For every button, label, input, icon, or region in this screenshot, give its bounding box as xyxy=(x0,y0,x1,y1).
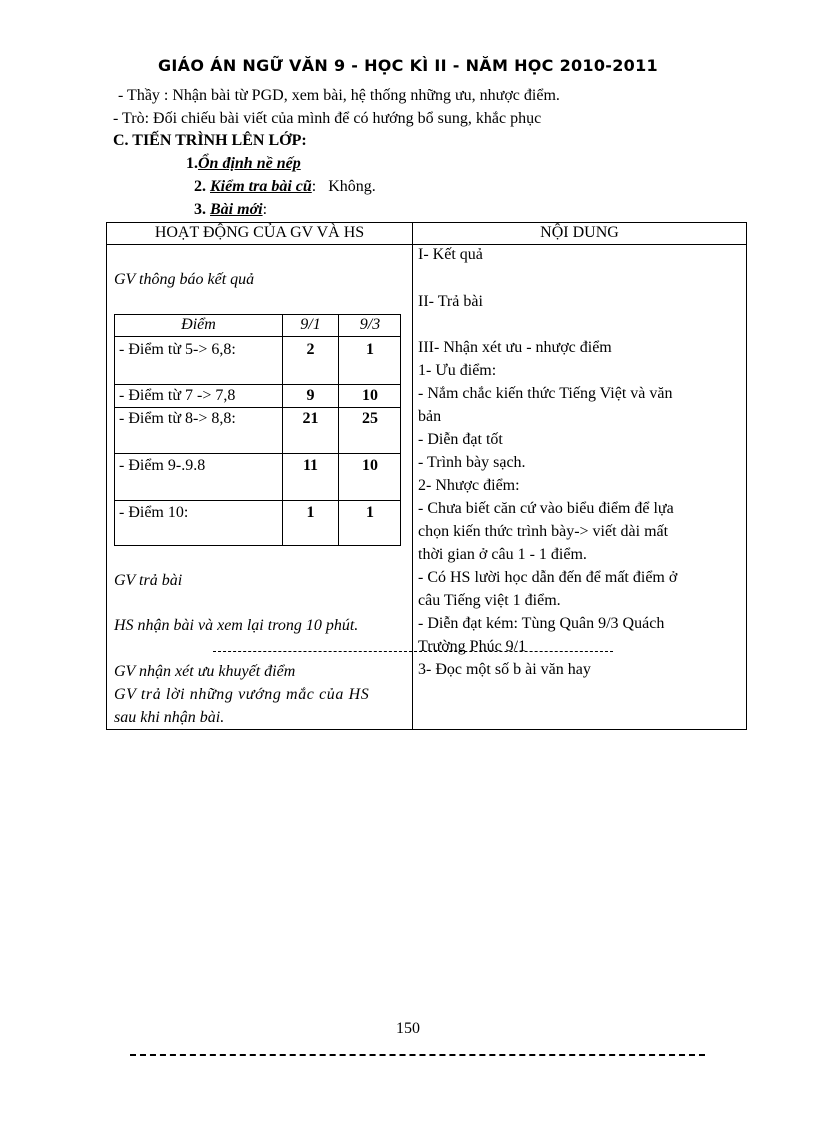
step-2-label: Kiểm tra bài cũ xyxy=(210,178,312,195)
content-line: I- Kết quả xyxy=(418,246,483,263)
step-2 xyxy=(194,178,376,196)
score-row-label: - Điểm từ 7 -> 7,8 xyxy=(119,387,236,404)
content-line: chọn kiến thức trình bày-> viết dài mất xyxy=(418,523,669,540)
score-row-value-93: 25 xyxy=(362,410,378,427)
score-row-value-93: 1 xyxy=(366,504,374,521)
left-review: HS nhận bài và xem lại trong 10 phút. xyxy=(114,617,359,634)
content-line: Trường Phúc 9/1 xyxy=(418,638,527,655)
content-line: câu Tiếng việt 1 điểm. xyxy=(418,592,561,609)
step-2-number: 2. xyxy=(194,178,206,195)
score-row-label: - Điểm từ 8-> 8,8: xyxy=(119,410,236,427)
step-2-value: Không. xyxy=(328,178,376,195)
content-line: - Diễn đạt kém: Tùng Quân 9/3 Quách xyxy=(418,615,665,632)
score-header-class-91: 9/1 xyxy=(300,316,321,333)
page-title: GIÁO ÁN NGỮ VĂN 9 - HỌC KÌ II - NĂM HỌC 2010-2011 xyxy=(158,56,658,75)
score-table xyxy=(114,314,401,546)
score-row-divider xyxy=(115,453,400,454)
content-line: - Diễn đạt tốt xyxy=(418,431,503,448)
score-row-value-91: 9 xyxy=(306,387,315,404)
score-row-value-91: 11 xyxy=(302,457,319,474)
score-row-label: - Điểm từ 5-> 6,8: xyxy=(119,341,236,358)
content-line: - Có HS lười học dẫn đến để mất điểm ở xyxy=(418,569,678,586)
content-line: II- Trả bài xyxy=(418,293,483,310)
step-2-colon: : xyxy=(311,178,317,195)
dashed-separator xyxy=(213,651,613,652)
score-row-divider xyxy=(115,384,400,385)
content-line: III- Nhận xét ưu - nhược điểm xyxy=(418,339,612,356)
score-header-label: Điểm xyxy=(181,316,216,333)
score-row-value-91: 21 xyxy=(302,410,319,427)
prep-teacher: - Thầy : Nhận bài từ PGD, xem bài, hệ thống những ưu, nhược điểm. xyxy=(118,87,560,104)
content-line: 1- Ưu điểm: xyxy=(418,362,497,379)
step-1-number: 1. xyxy=(186,155,198,172)
prep-student: - Trò: Đối chiếu bài viết của mình để có hướng bổ sung, khắc phục xyxy=(113,110,542,127)
score-header-class-93: 9/3 xyxy=(359,316,381,333)
content-line: 2- Nhược điểm: xyxy=(418,477,520,494)
section-c-title: C. TIẾN TRÌNH LÊN LỚP: xyxy=(113,132,307,149)
step-3-colon: : xyxy=(262,201,268,218)
footer-dashed-rule xyxy=(130,1054,705,1056)
left-comment: GV nhận xét ưu khuyết điểm xyxy=(114,663,296,680)
content-line: - Chưa biết căn cứ vào biểu điểm để lựa xyxy=(418,500,674,517)
step-1-label: Ổn định nề nếp xyxy=(198,155,301,172)
score-row-divider xyxy=(115,336,400,337)
score-row-value-91: 1 xyxy=(306,504,315,521)
page-number: 150 xyxy=(396,1020,420,1037)
header-activities: HOẠT ĐỘNG CỦA GV VÀ HS xyxy=(154,224,365,241)
content-line: thời gian ở câu 1 - 1 điểm. xyxy=(418,546,587,563)
step-3 xyxy=(194,201,267,219)
step-3-number: 3. xyxy=(194,201,206,218)
left-answer-line-1: GV trả lời những vướng mắc của HS xyxy=(114,686,370,703)
left-return: GV trả bài xyxy=(114,572,183,589)
step-3-label: Bài mới xyxy=(210,201,263,218)
step-1 xyxy=(186,155,301,173)
score-row-value-93: 10 xyxy=(362,457,378,474)
score-row-label: - Điểm 9-.9.8 xyxy=(119,457,206,474)
content-line: bản xyxy=(418,408,442,425)
table-header-divider xyxy=(107,244,746,245)
score-row-divider xyxy=(115,407,400,408)
score-row-value-93: 1 xyxy=(366,341,374,358)
table-column-divider xyxy=(412,223,413,729)
header-content: NỘI DUNG xyxy=(540,224,619,241)
score-row-value-93: 10 xyxy=(362,387,378,404)
left-answer-line-2: sau khi nhận bài. xyxy=(114,709,225,726)
left-announce: GV thông báo kết quả xyxy=(114,271,255,288)
score-row-label: - Điểm 10: xyxy=(119,504,189,521)
score-row-divider xyxy=(115,500,400,501)
content-line: 3- Đọc một số b ài văn hay xyxy=(418,661,591,678)
score-row-value-91: 2 xyxy=(306,341,315,358)
content-line: - Trình bày sạch. xyxy=(418,454,526,471)
content-line: - Nắm chắc kiến thức Tiếng Việt và văn xyxy=(418,385,673,402)
